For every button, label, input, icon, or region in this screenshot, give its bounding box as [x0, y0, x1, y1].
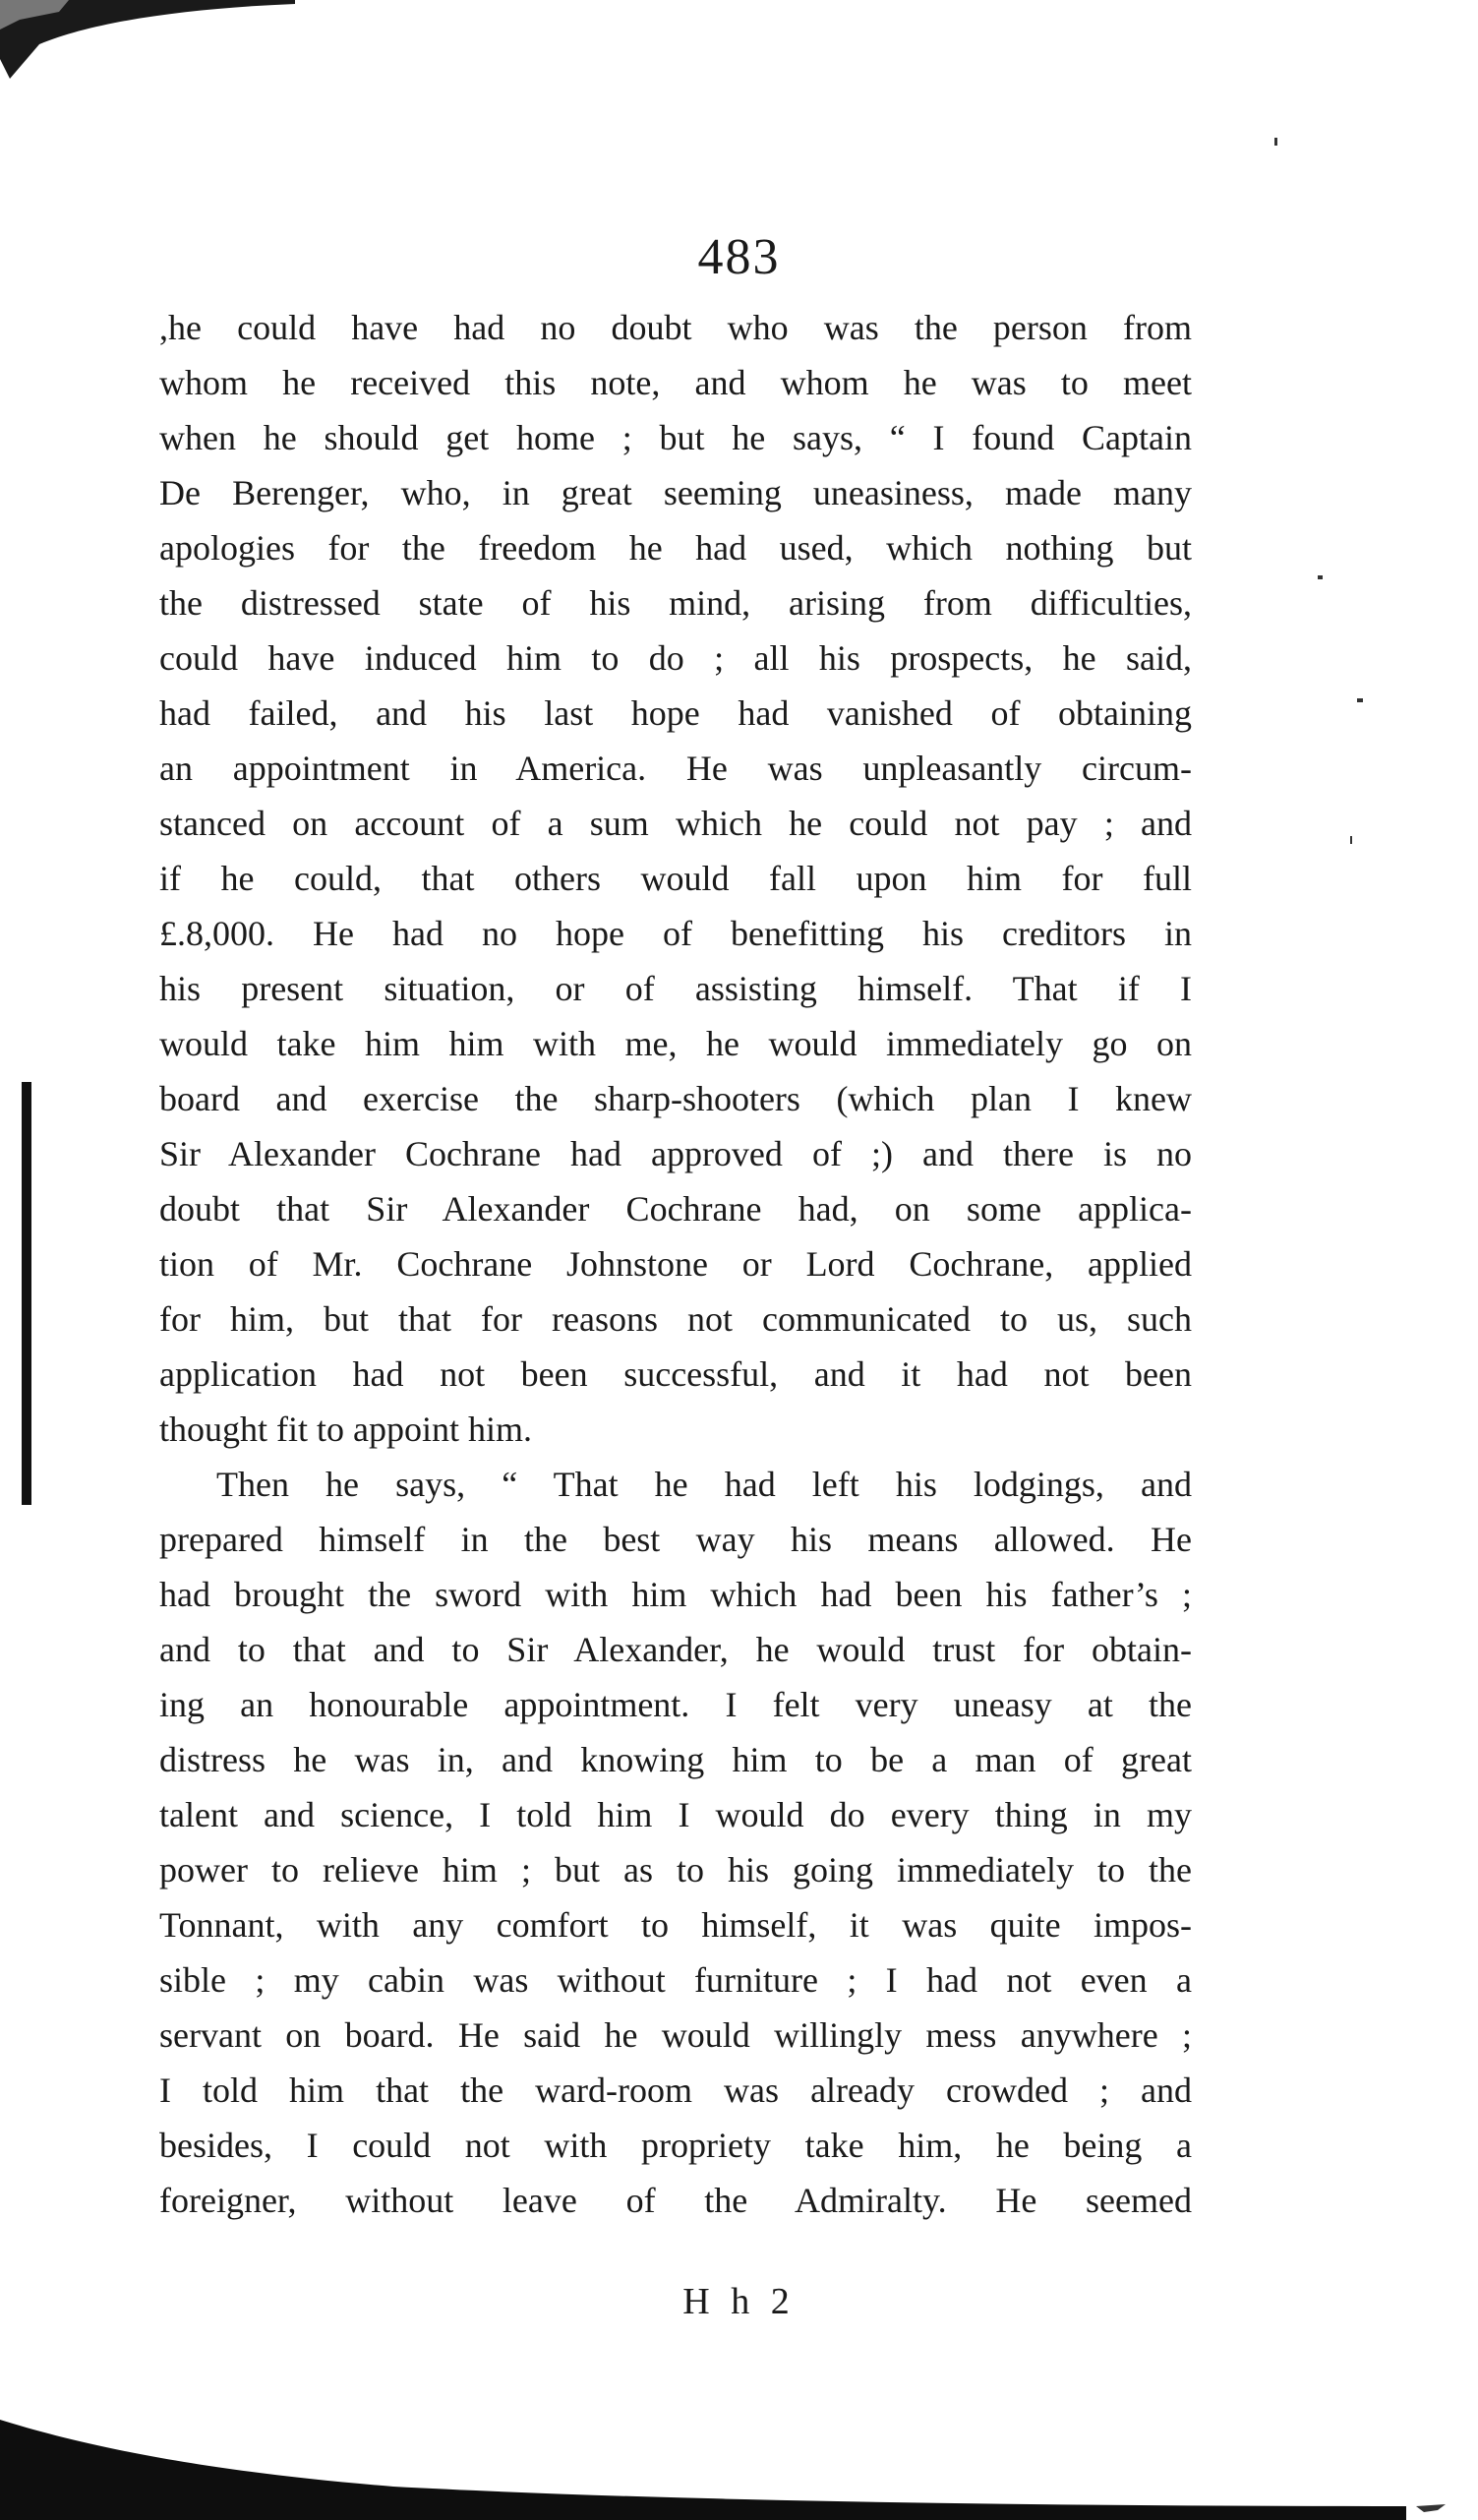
text-line: Sir Alexander Cochrane had approved of ;) and there is no [159, 1134, 1192, 1173]
text-line: prepared himself in the best way his means allowed. He [159, 1520, 1192, 1559]
text-line: would take him him with me, he would immediately go on [159, 1024, 1192, 1063]
text-line: besides, I could not with propriety take him, he being a [159, 2126, 1192, 2165]
text-line: an appointment in America. He was unpleasantly circum- [159, 749, 1192, 788]
text-line: board and exercise the sharp-shooters (which plan I knew [159, 1079, 1192, 1118]
text-line: foreigner, without leave of the Admiralty. He seemed [159, 2181, 1192, 2220]
text-line: could have induced him to do ; all his prospects, he said, [159, 638, 1192, 678]
text-line: whom he received this note, and whom he was to meet [159, 363, 1192, 402]
text-line: and to that and to Sir Alexander, he would trust for obtain- [159, 1630, 1192, 1669]
text-line: £.8,000. He had no hope of benefitting his creditors in [159, 914, 1192, 953]
text-line: I told him that the ward-room was already crowded ; and [159, 2070, 1192, 2110]
text-line: the distressed state of his mind, arising from difficulties, [159, 583, 1192, 623]
text-line: Then he says, “ That he had left his lodgings, and [216, 1465, 1192, 1504]
text-line: apologies for the freedom he had used, which nothing but [159, 528, 1192, 568]
scan-speck [1274, 138, 1277, 146]
scan-speck [1357, 698, 1363, 702]
text-line: if he could, that others would fall upon him for full [159, 859, 1192, 898]
text-line: stanced on account of a sum which he could not pay ; and [159, 804, 1192, 843]
text-line: his present situation, or of assisting himself. That if I [159, 969, 1192, 1008]
paragraph-1 [159, 300, 1192, 1457]
text-line: ,he could have had no doubt who was the person from [159, 308, 1192, 347]
text-line: power to relieve him ; but as to his going immediately to the [159, 1850, 1192, 1890]
text-line: application had not been successful, and it had not been [159, 1354, 1192, 1394]
page-number: 483 [697, 229, 781, 285]
text-line: distress he was in, and knowing him to be a man of great [159, 1740, 1192, 1779]
text-line: servant on board. He said he would willingly mess anywhere ; [159, 2015, 1192, 2055]
body-text [159, 300, 1192, 2228]
text-line: thought fit to appoint him. [159, 1410, 532, 1449]
paragraph-2 [159, 1457, 1192, 2228]
signature-mark: H h 2 [682, 2281, 796, 2322]
scan-shadow-top-left [0, 0, 295, 89]
text-line: doubt that Sir Alexander Cochrane had, on some applica- [159, 1189, 1192, 1229]
scan-speck [1318, 575, 1323, 579]
text-line: Tonnant, with any comfort to himself, it was quite impos- [159, 1905, 1192, 1945]
scan-edge-bar [22, 1082, 31, 1505]
text-line: when he should get home ; but he says, “ I found Captain [159, 418, 1192, 457]
text-line: De Berenger, who, in great seeming uneasiness, made many [159, 473, 1192, 512]
text-line: ing an honourable appointment. I felt very uneasy at the [159, 1685, 1192, 1724]
text-line: tion of Mr. Cochrane Johnstone or Lord Cochrane, applied [159, 1244, 1192, 1284]
text-line: had failed, and his last hope had vanished of obtaining [159, 693, 1192, 733]
text-line: for him, but that for reasons not communicated to us, such [159, 1299, 1192, 1339]
scan-shadow-bottom [0, 2390, 1478, 2520]
text-line: sible ; my cabin was without furniture ; I had not even a [159, 1960, 1192, 2000]
scan-speck [1350, 836, 1352, 844]
text-line: had brought the sword with him which had been his father’s ; [159, 1575, 1192, 1614]
text-line: talent and science, I told him I would do every thing in my [159, 1795, 1192, 1834]
